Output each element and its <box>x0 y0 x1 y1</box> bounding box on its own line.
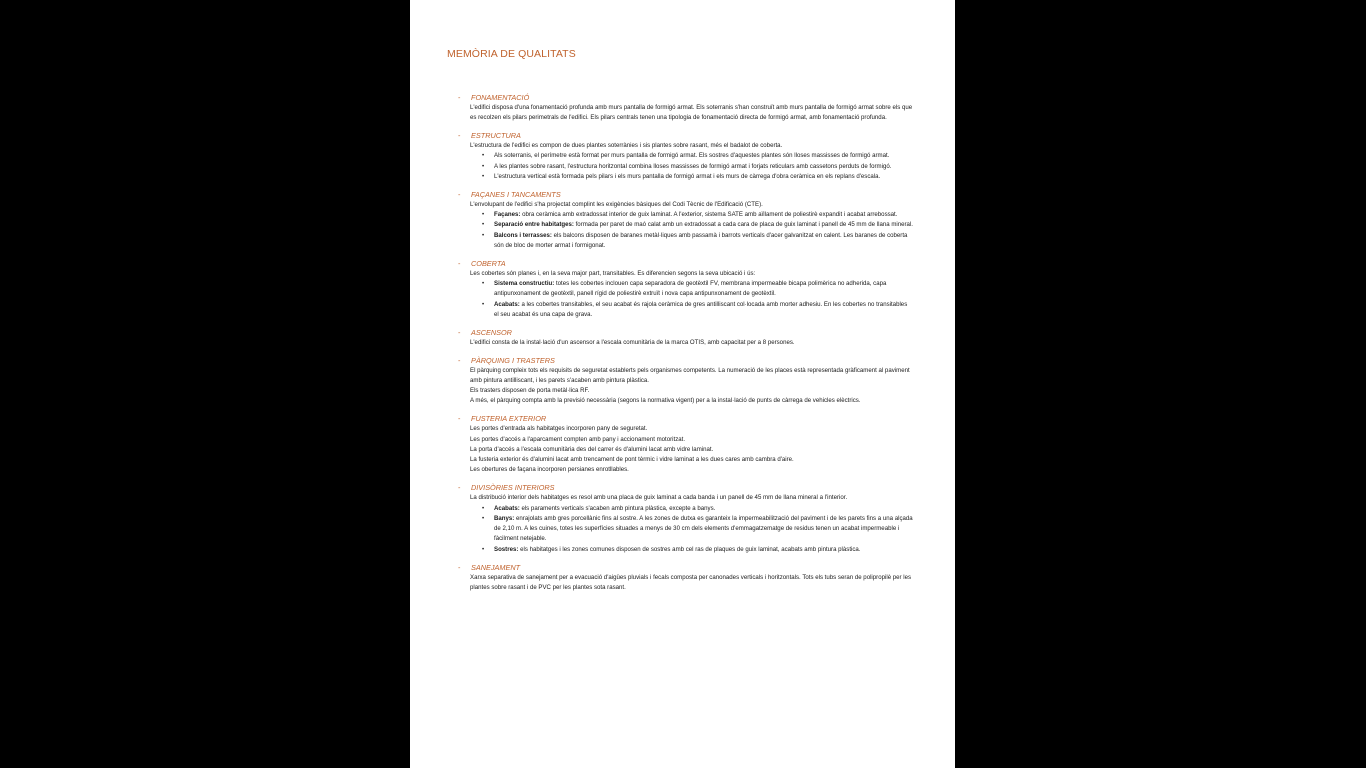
section-paragraph: Xarxa separativa de sanejament per a evacuació d'aigües pluvials i fecals composta per canonades verticals i horitzontals. Tots els tubs seran de polipropilè per les plantes sobre rasant i de PVC per les plantes sota rasant. <box>470 573 912 591</box>
section-heading <box>458 483 913 493</box>
section-heading-text: FAÇANES I TANCAMENTS <box>471 189 561 199</box>
bullet-marker: • <box>482 152 485 160</box>
bullet-list <box>458 151 913 182</box>
heading-dash: - <box>458 414 461 424</box>
heading-dash: - <box>458 327 461 337</box>
section-heading-text: PÀRQUING I TRASTERS <box>471 355 555 365</box>
bullet-item <box>458 231 913 252</box>
heading-dash: - <box>458 562 461 572</box>
section-paragraph: L'edifici consta de la instal·lació d'un ascensor a l'escala comunitària de la marca OTIS, amb capacitat per a 8 persones. <box>470 338 795 346</box>
section-heading-text: FONAMENTACIÓ <box>471 93 530 102</box>
section-paragraph: A més, el pàrquing compta amb la previsió necessària (segons la normativa vigent) per a la instal·lació de punts de càrrega de vehicles elèctrics. <box>470 397 861 405</box>
heading-dash: - <box>458 189 461 199</box>
bullet-text: els paraments verticals s'acaben amb pintura plàstica, excepte a banys. <box>519 504 716 512</box>
bullet-marker: • <box>482 545 485 553</box>
bullet-marker: • <box>482 514 485 522</box>
section-paragraph: Els trasters disposen de porta metàl·lica RF. <box>470 387 590 395</box>
bullet-text: obra ceràmica amb extradossat interior de guix laminat. A l'exterior, sistema SATE amb aïllament de poliestirè expandit i acabat arrebossat. <box>520 211 898 219</box>
document-section <box>458 563 913 594</box>
bullet-item <box>458 220 913 230</box>
section-paragraph: La porta d'accés a l'escala comunitària des del carrer és d'alumini lacat amb vidre laminat. <box>470 445 714 453</box>
section-heading <box>458 356 913 366</box>
bullet-marker: • <box>482 211 485 219</box>
section-paragraph: L'estructura de l'edifici es compon de dues plantes soterrànies i sis plantes sobre rasant, més el badalot de coberta. <box>470 142 783 150</box>
heading-dash: - <box>458 355 461 365</box>
document-section <box>458 259 913 320</box>
section-paragraph: L'edifici disposa d'una fonamentació profunda amb murs pantalla de formigó armat. Els soterranis s'han construït amb murs pantalla de formigó armat sobre els que es recolzen els pilars perimetrals de l'edifici. Els pilars centrals tenen una tipologia de fonamentació directa de formigó armat, amb fonamentació profunda. <box>470 104 913 122</box>
bullet-marker: • <box>482 231 485 239</box>
section-heading-text: FUSTERIA EXTERIOR <box>471 414 547 424</box>
bullet-text: totes les cobertes inclouen capa separadora de geotèxtil FV, membrana impermeable bicapa polimèrica no adherida, capa antipunxonament de geotèxtil, panell rígid de poliestirè extruït i nova capa antipunxonament de geotèxtil. <box>494 280 887 298</box>
bullet-item <box>458 279 913 300</box>
document-title: MEMÒRIA DE QUALITATS <box>447 48 576 60</box>
bullet-text: A les plantes sobre rasant, l'estructura horitzontal combina lloses massisses de formigó armat i forjats reticulars amb cassetons perduts de formigó. <box>494 162 892 170</box>
section-heading-text: DIVISÒRIES INTERIORS <box>471 483 555 493</box>
heading-dash: - <box>458 483 461 493</box>
section-heading <box>458 328 913 338</box>
bullet-marker: • <box>482 221 485 229</box>
bullet-list <box>458 504 913 555</box>
bullet-term: Sostres: <box>494 545 519 553</box>
bullet-item <box>458 210 913 220</box>
document-section <box>458 93 913 124</box>
section-paragraph: La distribució interior dels habitatges es resol amb una placa de guix laminat a cada banda i un panell de 45 mm de llana mineral a l'interior. <box>470 494 848 502</box>
bullet-marker: • <box>482 504 485 512</box>
section-paragraph: Les cobertes són planes i, en la seva major part, transitables. Es diferencien segons la seva ubicació i ús: <box>470 269 756 277</box>
bullet-term: Façanes: <box>494 211 521 219</box>
section-paragraph: La fusteria exterior és d'alumini lacat amb trencament de pont tèrmic i vidre laminat a les dues cares amb cambra d'aire. <box>470 456 794 464</box>
document-section <box>458 414 913 475</box>
bullet-marker: • <box>482 162 485 170</box>
bullet-item <box>458 504 913 514</box>
bullet-term: Sistema constructiu: <box>494 280 555 288</box>
bullet-text: Als soterranis, el perímetre està format per murs pantalla de formigó armat. Els sostres d'aquestes plantes són lloses massisses de formigó armat. <box>494 152 890 160</box>
section-paragraph: Les portes d'accés a l'aparcament compten amb pany i accionament motoritzat. <box>470 435 686 443</box>
section-heading <box>458 93 913 103</box>
heading-dash: - <box>458 93 461 102</box>
section-paragraph: El pàrquing compleix tots els requisits de seguretat establerts pels organismes competents. La numeració de les places està representada gràficament al paviment amb pintura antilliscant, i les parets s'acaben amb pintura plàstica. <box>470 366 910 384</box>
bullet-item <box>458 545 913 555</box>
section-heading-text: COBERTA <box>471 258 506 268</box>
bullet-term: Acabats: <box>494 300 520 308</box>
bullet-marker: • <box>482 300 485 308</box>
section-paragraph: L'envolupant de l'edifici s'ha projectat complint les exigències bàsiques del Codi Tècnic de l'Edificació (CTE). <box>470 200 763 208</box>
bullet-marker: • <box>482 280 485 288</box>
heading-dash: - <box>458 131 461 141</box>
bullet-term: Balcons i terrasses: <box>494 231 552 239</box>
bullet-text: L'estructura vertical està formada pels pilars i els murs pantalla de formigó armat i els murs de càrrega d'obra ceràmica en els replans d'escala. <box>494 172 881 180</box>
document-section <box>458 356 913 407</box>
document-section <box>458 190 913 251</box>
section-heading-text: ASCENSOR <box>471 327 512 337</box>
document-section <box>458 131 913 182</box>
bullet-item <box>458 300 913 321</box>
bullet-item <box>458 514 913 545</box>
bullet-item <box>458 162 913 172</box>
section-heading-text: ESTRUCTURA <box>471 131 521 141</box>
heading-dash: - <box>458 258 461 268</box>
section-paragraph: Les portes d'entrada als habitatges incorporen pany de seguretat. <box>470 425 648 433</box>
section-heading <box>458 190 913 200</box>
section-heading-text: SANEJAMENT <box>471 562 521 572</box>
document-section <box>458 328 913 348</box>
bullet-list <box>458 279 913 320</box>
bullet-item <box>458 151 913 161</box>
section-heading <box>458 563 913 573</box>
bullet-text: els habitatges i les zones comunes disposen de sostres amb cel ras de plaques de guix laminat, acabats amb pintura plàstica. <box>518 545 861 553</box>
bullet-text: els balcons disposen de baranes metàl·liques amb passamà i barrots verticals d'acer galvanitzat en calent. Les baranes de coberta són de bloc de morter armat i formigonat. <box>494 231 908 249</box>
bullet-term: Acabats: <box>494 504 520 512</box>
section-paragraph: Les obertures de façana incorporen persianes enrotllables. <box>470 466 629 474</box>
bullet-term: Separació entre habitatges: <box>494 221 574 229</box>
section-heading <box>458 414 913 424</box>
bullet-text: enrajolats amb gres porcellànic fins al sostre. A les zones de dutxa es garanteix la impermeabilització del paviment i de les parets fins a una alçada de 2,10 m. A les cuines, totes les superfícies situades a menys de 30 cm dels elements d'emmagatzematge de residus tenen un acabat impermeable i fàcilment netejable. <box>494 514 913 543</box>
document-page <box>410 0 955 768</box>
section-heading <box>458 259 913 269</box>
document-section <box>458 483 913 555</box>
sections-container <box>458 93 913 601</box>
section-heading <box>458 131 913 141</box>
bullet-item <box>458 172 913 182</box>
bullet-list <box>458 210 913 251</box>
bullet-text: formada per paret de maó calat amb un extradossat a cada cara de placa de guix laminat i panell de 45 mm de llana mineral. <box>573 221 913 229</box>
bullet-marker: • <box>482 172 485 180</box>
bullet-term: Banys: <box>494 514 515 522</box>
bullet-text: a les cobertes transitables, el seu acabat és rajola ceràmica de gres antilliscant col·locada amb morter adhesiu. En les cobertes no transitables el seu acabat és una capa de grava. <box>494 300 908 318</box>
